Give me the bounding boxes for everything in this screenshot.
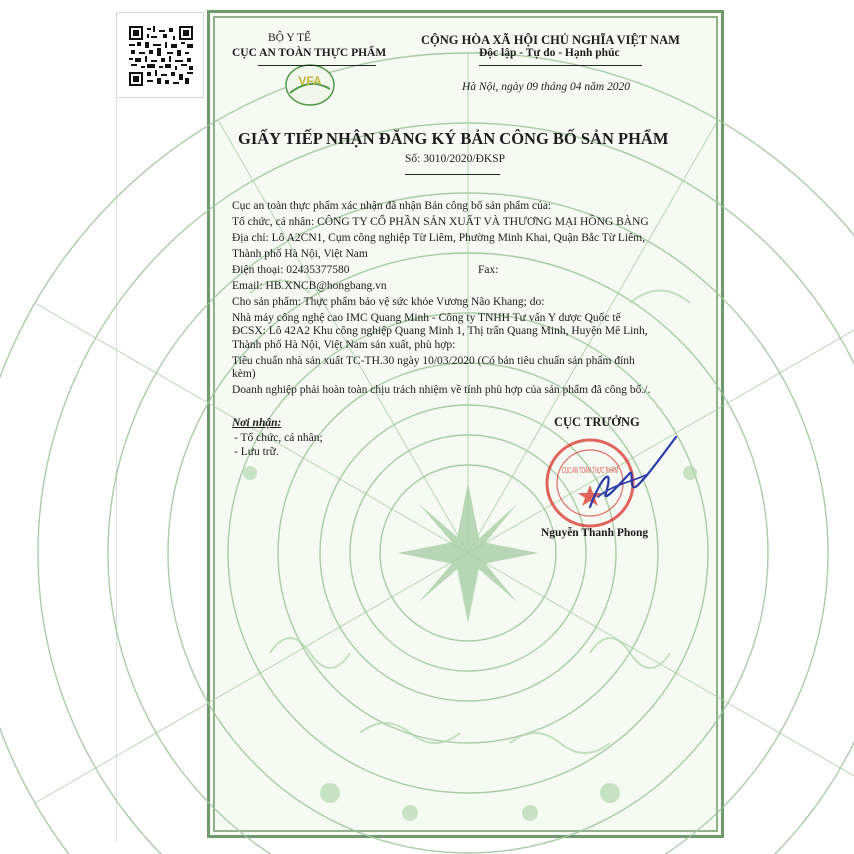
- body-intro: Cục an toàn thực phẩm xác nhận đã nhận Bản công bố sản phẩm của:: [232, 200, 552, 212]
- body-standard-line-1: Tiêu chuẩn nhà sản xuất TC-TH.30 ngày 10/03/2020 (Có bản tiêu chuẩn sản phẩm đính: [232, 355, 635, 367]
- body-factory-address-line-1: ĐCSX: Lô 42A2 Khu công nghiệp Quang Minh 1, Thị trấn Quang Minh, Huyện Mê Linh,: [232, 325, 648, 337]
- signer-title: CỤC TRƯỞNG: [554, 415, 640, 429]
- recipient-item: - Tổ chức, cá nhân;: [234, 432, 323, 444]
- title-underline: [405, 174, 500, 175]
- ministry-name: BỘ Y TẾ: [268, 32, 312, 44]
- national-motto: Độc lập - Tự do - Hạnh phúc: [479, 47, 620, 59]
- body-product: Cho sản phẩm: Thực phẩm bảo vệ sức khỏe Vương Não Khang; do:: [232, 296, 545, 308]
- document-title: GIẤY TIẾP NHẬN ĐĂNG KÝ BẢN CÔNG BỐ SẢN PHẨM: [238, 129, 669, 148]
- handwritten-signature: [572, 435, 682, 515]
- country-name: CỘNG HÒA XÃ HỘI CHỦ NGHĨA VIỆT NAM: [421, 33, 680, 47]
- recipients-heading: Nơi nhận:: [232, 417, 282, 429]
- body-responsibility: Doanh nghiệp phải hoàn toàn chịu trách nhiệm về tính phù hợp của sản phẩm đã công bố./.: [232, 384, 651, 396]
- body-organization: Tổ chức, cá nhân: CÔNG TY CỔ PHẦN SẢN XUẤT VÀ THƯƠNG MẠI HỒNG BÀNG: [232, 216, 649, 228]
- body-factory-address-line-2: Thành phố Hà Nội, Việt Nam sản xuất, phù hợp:: [232, 339, 456, 351]
- department-name: CỤC AN TOÀN THỰC PHẨM: [232, 47, 387, 59]
- body-phone: Điện thoại: 02435377580: [232, 264, 350, 276]
- place-date: Hà Nội, ngày 09 tháng 04 năm 2020: [462, 81, 631, 93]
- qr-code-icon: [129, 26, 193, 86]
- department-underline: [258, 65, 376, 66]
- motto-underline: [479, 65, 642, 66]
- vfa-logo: [284, 63, 336, 107]
- body-address-line-2: Thành phố Hà Nội, Việt Nam: [232, 248, 368, 260]
- vfa-logo-text: VFA: [298, 74, 322, 88]
- body-fax: Fax:: [478, 264, 499, 276]
- body-factory: Nhà máy công nghệ cao IMC Quang Minh - Công ty TNHH Tư vấn Y dược Quốc tế: [232, 312, 621, 324]
- document-number: Số: 3010/2020/ĐKSP: [405, 153, 506, 165]
- body-address-line-1: Địa chỉ: Lô A2CN1, Cụm công nghiệp Từ Liêm, Phường Minh Khai, Quận Bắc Từ Liêm,: [232, 232, 646, 244]
- signer-name: Nguyễn Thanh Phong: [541, 527, 649, 539]
- page-edge: [116, 97, 117, 842]
- recipient-item: - Lưu trữ.: [234, 446, 279, 458]
- seal-text: CỤC AN TOÀN THỰC PHẨM: [562, 466, 619, 475]
- certificate-page: [207, 10, 724, 838]
- qr-code-card: [116, 12, 204, 98]
- body-email: Email: HB.XNCB@hongbang.vn: [232, 280, 387, 292]
- body-standard-line-2: kèm): [232, 368, 256, 380]
